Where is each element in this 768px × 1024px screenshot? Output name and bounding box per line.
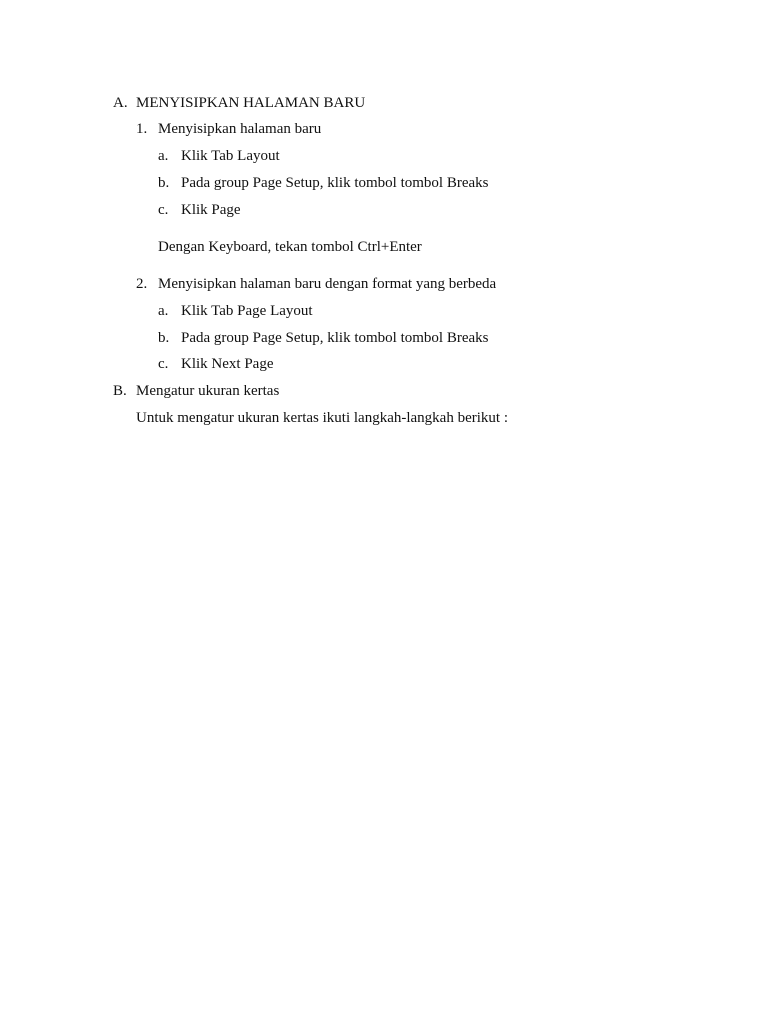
item-1-step-b-marker: b. (158, 175, 170, 191)
item-2-marker: 2. (136, 276, 148, 292)
item-2-title: Menyisipkan halaman baru dengan format yang berbeda (158, 276, 497, 292)
item-2-step-a-marker: a. (158, 303, 169, 319)
item-1-keyboard-note: Dengan Keyboard, tekan tombol Ctrl+Enter (158, 239, 422, 255)
item-1-step-c-marker: c. (158, 202, 169, 218)
item-1-title: Menyisipkan halaman baru (158, 121, 322, 137)
item-1-step-a-marker: a. (158, 148, 169, 164)
item-2-step-c-text: Klik Next Page (181, 356, 274, 372)
section-b-marker: B. (113, 383, 127, 399)
item-1-step-b-text: Pada group Page Setup, klik tombol tombol Breaks (181, 175, 489, 191)
item-2-step-a-text: Klik Tab Page Layout (181, 303, 313, 319)
section-a-marker: A. (113, 95, 128, 111)
item-2-step-b-marker: b. (158, 330, 170, 346)
item-1-step-a-text: Klik Tab Layout (181, 148, 280, 164)
item-1-marker: 1. (136, 121, 148, 137)
item-2-step-b-text: Pada group Page Setup, klik tombol tombol Breaks (181, 330, 489, 346)
section-b-intro: Untuk mengatur ukuran kertas ikuti langkah-langkah berikut : (136, 410, 508, 426)
item-2-step-c-marker: c. (158, 356, 169, 372)
item-1-step-c-text: Klik Page (181, 202, 241, 218)
section-b-title: Mengatur ukuran kertas (136, 383, 280, 399)
section-a-title: MENYISIPKAN HALAMAN BARU (136, 95, 366, 111)
